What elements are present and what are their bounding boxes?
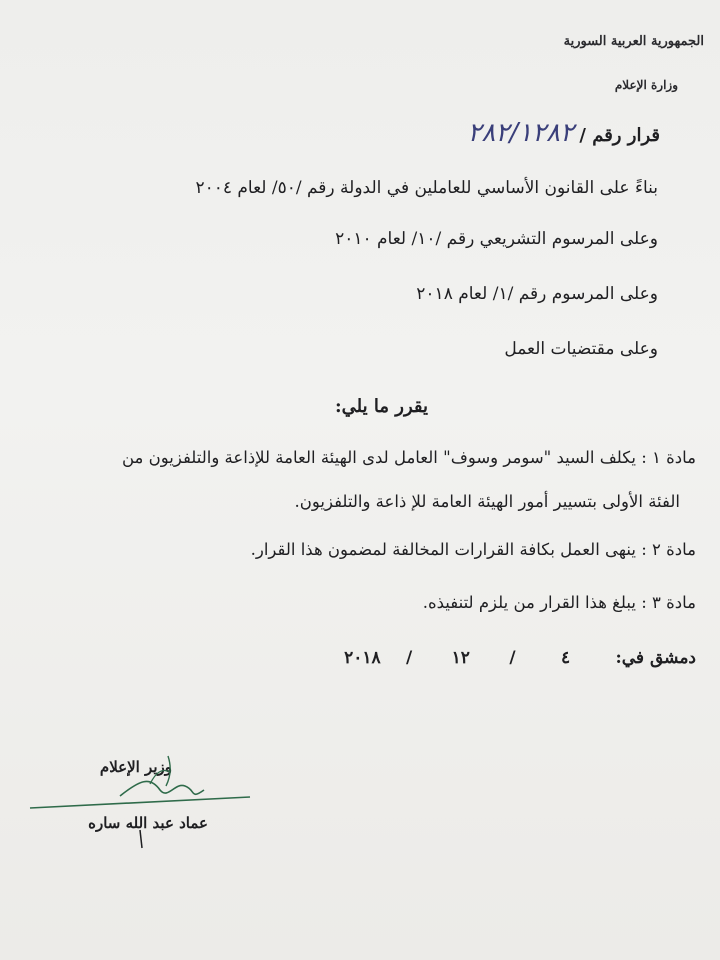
signatory-name: عماد عبد الله ساره — [88, 814, 208, 832]
article-1-line-1: مادة ١ : يكلف السيد "سومر وسوف" العامل لدى الهيئة العامة للإذاعة والتلفزيون من — [121, 448, 696, 467]
date-month: ١٢ — [451, 648, 470, 668]
preamble-line-2: وعلى المرسوم التشريعي رقم /١٠/ لعام ٢٠١٠ — [335, 229, 658, 249]
republic-heading: الجمهورية العربية السورية — [563, 34, 704, 49]
ministry-heading: وزارة الإعلام — [614, 78, 678, 92]
preamble-line-1: بناءً على القانون الأساسي للعاملين في الدولة رقم /٥٠/ لعام ٢٠٠٤ — [195, 178, 658, 198]
date-separator-2: / — [406, 648, 413, 668]
article-2: مادة ٢ : ينهى العمل بكافة القرارات المخالفة لمضمون هذا القرار. — [250, 540, 696, 559]
article-1-line-2: الفئة الأولى بتسيير أمور الهيئة العامة للإ ذاعة والتلفزيون. — [294, 492, 680, 511]
date-label: دمشق في: — [615, 648, 696, 668]
decision-label: قرار رقم / — [579, 125, 660, 146]
decides-heading: يقرر ما يلي: — [334, 396, 428, 417]
preamble-line-3: وعلى المرسوم رقم /١/ لعام ٢٠١٨ — [416, 284, 658, 304]
preamble-line-4: وعلى مقتضيات العمل — [504, 339, 658, 359]
date-year: ٢٠١٨ — [344, 648, 381, 668]
decision-number: ٢٨٢/١٢٨٢ — [467, 118, 574, 148]
date-day: ٤ — [560, 648, 571, 668]
signatory-title: وزير الإعلام — [99, 758, 172, 776]
date-separator-1: / — [509, 648, 516, 668]
article-3: مادة ٣ : يبلغ هذا القرار من يلزم لتنفيذه. — [422, 593, 696, 612]
